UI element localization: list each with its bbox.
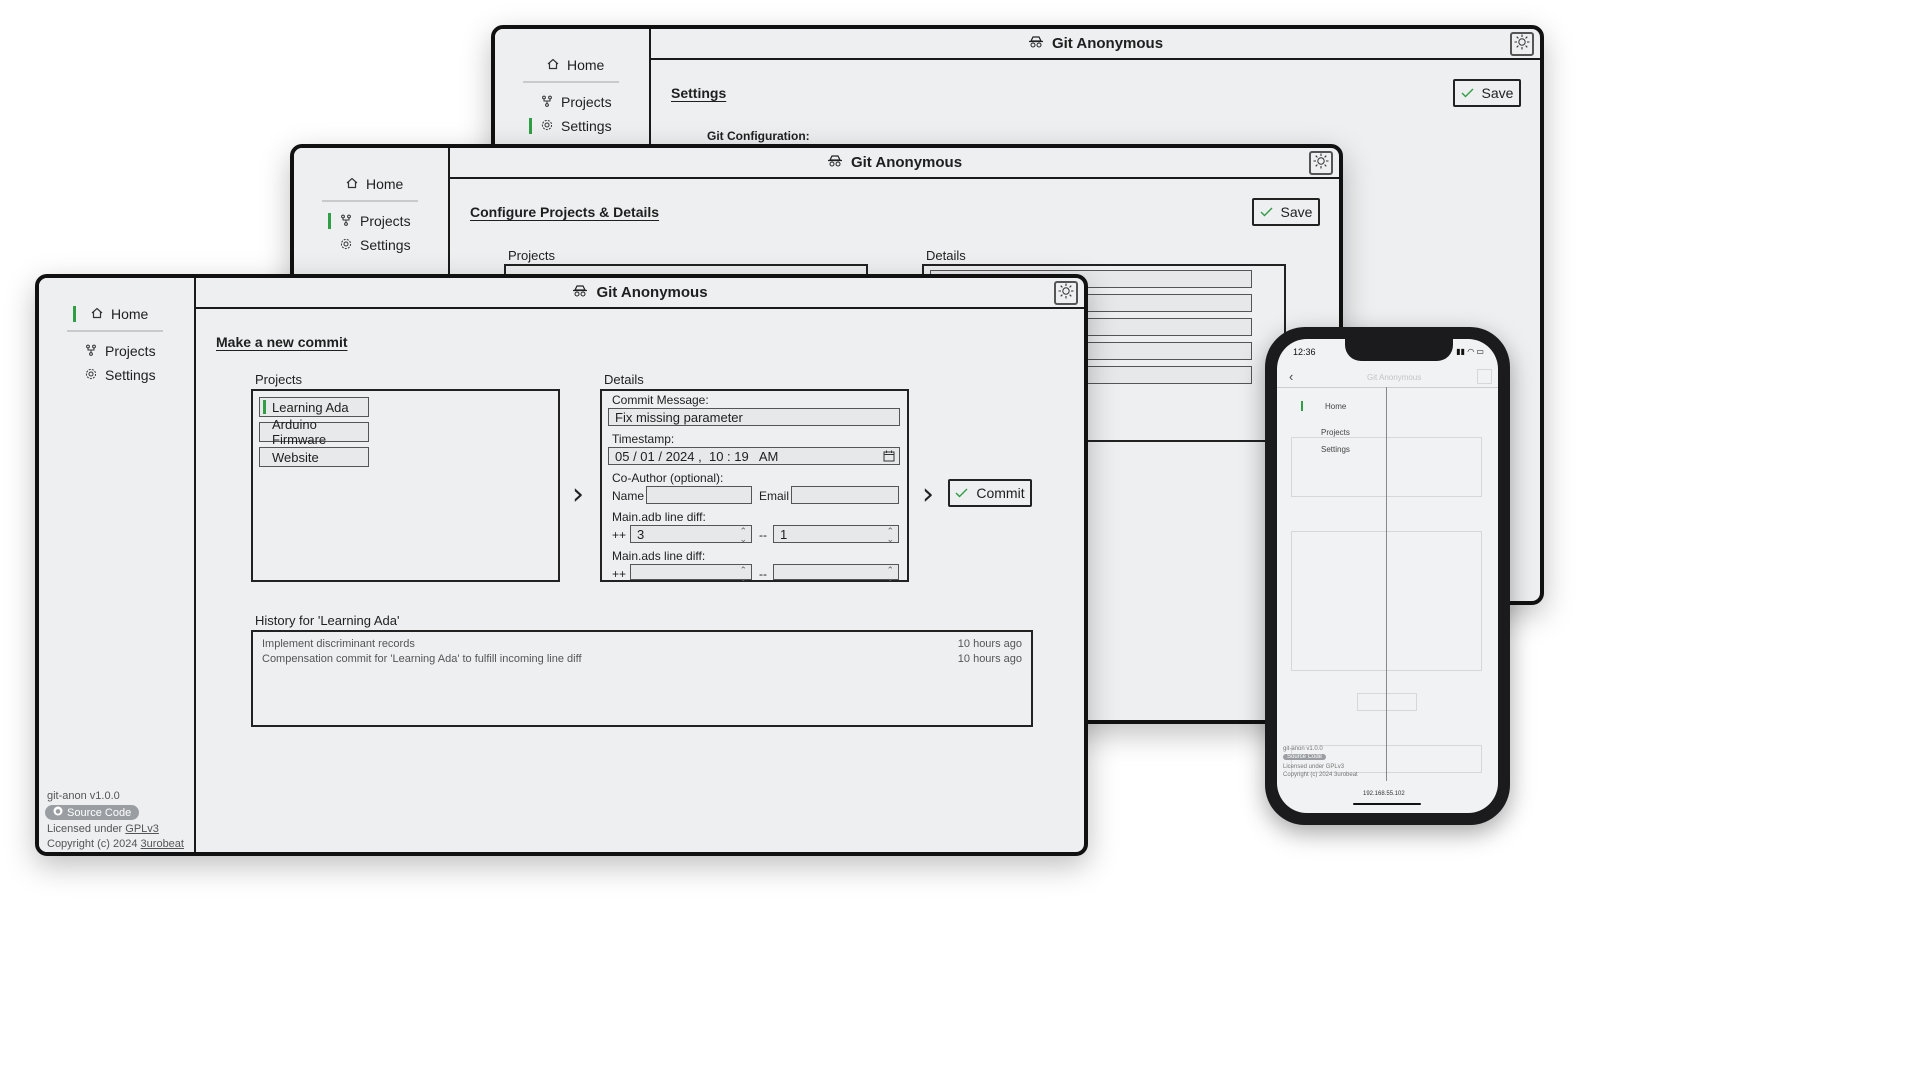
commit-label: Commit [976, 485, 1025, 501]
stepper-icon[interactable]: ⌃ ⌄ [886, 565, 894, 583]
home-window [35, 274, 1088, 856]
coauthor-email-input[interactable] [791, 486, 899, 504]
source-code-label: Source Code [67, 806, 132, 819]
sidebar-item-label: Home [111, 306, 149, 322]
sidebar-item-settings[interactable] [541, 118, 612, 134]
history-time: 10 hours ago [957, 638, 1022, 650]
history-message: Compensation commit for 'Learning Ada' to fulfill incoming line diff [262, 653, 582, 665]
settings-icon [85, 367, 97, 383]
ads-minus-prefix: -- [759, 567, 767, 581]
active-indicator [1301, 401, 1303, 411]
project-label: Arduino Firmware [272, 417, 327, 447]
copyright-line [47, 838, 184, 850]
title-bar [651, 29, 1540, 60]
app-title: Git Anonymous [596, 284, 708, 301]
coauthor-label: Co-Author (optional): [612, 471, 724, 485]
timestamp-value: 05 / 01 / 2024 , 10 : 19 AM [615, 448, 779, 464]
active-indicator [73, 306, 76, 322]
theme-toggle-button[interactable] [1510, 32, 1534, 56]
sidebar-item-label: Projects [105, 343, 156, 359]
chevron-right-icon: › [572, 477, 584, 512]
adb-minus-prefix: -- [759, 528, 767, 542]
save-button[interactable] [1453, 79, 1521, 107]
adb-deletions-value: 1 [780, 526, 788, 542]
sidebar-item-home[interactable] [547, 57, 604, 73]
sidebar-item-projects[interactable] [340, 213, 411, 229]
home-icon [547, 57, 559, 73]
spy-icon [1028, 35, 1044, 52]
phone-split-divider [1386, 387, 1387, 781]
check-icon [1260, 204, 1273, 220]
page-title: Configure Projects & Details [470, 204, 660, 220]
ads-deletions-input[interactable] [773, 564, 899, 583]
project-item[interactable] [259, 417, 369, 447]
ads-additions-input[interactable] [630, 564, 752, 583]
save-button[interactable] [1252, 198, 1320, 226]
phone-footer-version: git-anon v1.0.0 [1283, 746, 1323, 752]
phone-clock: 12:36 [1293, 347, 1316, 357]
timestamp-label: Timestamp: [612, 432, 675, 446]
sidebar-item-label: Home [366, 176, 404, 192]
project-label: Learning Ada [272, 399, 349, 415]
active-indicator [263, 400, 266, 414]
sidebar-item-label: Projects [360, 213, 411, 229]
app-title: Git Anonymous [850, 154, 963, 171]
commit-button[interactable] [948, 479, 1032, 507]
settings-icon [340, 237, 352, 253]
chevron-right-icon: › [922, 477, 934, 512]
sidebar-item-label: Home [567, 57, 605, 73]
phone-footer-copyright: Copyright (c) 2024 3urobeat [1283, 772, 1358, 778]
home-indicator[interactable] [1353, 803, 1421, 805]
projects-heading: Projects [508, 248, 555, 263]
sidebar-item-projects[interactable] [541, 94, 612, 110]
projects-heading: Projects [255, 372, 302, 387]
save-label: Save [1280, 204, 1313, 220]
check-icon [955, 485, 968, 501]
ads-plus-prefix: ++ [612, 567, 627, 581]
license-line [47, 823, 159, 835]
adb-additions-value: 3 [637, 526, 645, 542]
phone-screen [1277, 339, 1498, 813]
active-indicator [328, 213, 331, 229]
home-icon [346, 176, 358, 192]
history-heading: History for 'Learning Ada' [255, 613, 400, 628]
sidebar-item-label: Settings [360, 237, 411, 253]
stepper-icon[interactable]: ⌃ ⌄ [739, 565, 747, 583]
github-icon [53, 806, 63, 819]
sidebar-item-home[interactable] [346, 176, 403, 192]
theme-toggle-icon [1514, 34, 1530, 54]
theme-toggle-button[interactable] [1054, 281, 1078, 305]
details-heading: Details [604, 372, 644, 387]
sidebar-item-settings[interactable] [340, 237, 411, 253]
details-form [600, 389, 909, 582]
adb-plus-prefix: ++ [612, 528, 627, 542]
title-bar [196, 278, 1084, 309]
history-row [262, 653, 1022, 665]
project-list [251, 389, 560, 582]
project-item-active[interactable] [259, 397, 369, 417]
settings-icon [541, 118, 553, 134]
sidebar-item-projects[interactable] [85, 343, 156, 359]
theme-toggle-icon [1313, 153, 1329, 173]
phone-commit-button[interactable] [1357, 693, 1417, 711]
history-list [251, 630, 1033, 727]
phone-url: 192.168.55.102 [1363, 791, 1405, 797]
projects-icon [541, 94, 553, 110]
back-icon[interactable]: ‹ [1289, 369, 1294, 384]
history-time: 10 hours ago [957, 653, 1022, 665]
spy-icon [827, 154, 843, 171]
history-message: Implement discriminant records [262, 638, 415, 650]
phone-mockup [1265, 327, 1510, 825]
phone-titlebar-divider [1277, 387, 1498, 388]
phone-theme-toggle[interactable] [1477, 369, 1492, 384]
section-heading: Git Configuration: [707, 129, 810, 143]
commit-message-label: Commit Message: [612, 393, 709, 407]
sidebar-divider [322, 200, 418, 202]
source-code-link[interactable] [45, 805, 139, 820]
active-indicator [529, 118, 532, 134]
author-link[interactable]: 3urobeat [140, 838, 184, 850]
app-version: git-anon v1.0.0 [47, 790, 120, 802]
home-icon [91, 306, 103, 322]
phone-status-icons: ▮▮ ◠ ▭ [1456, 347, 1484, 356]
sidebar-divider [67, 330, 163, 332]
theme-toggle-button[interactable] [1309, 151, 1333, 175]
stepper-icon[interactable]: ⌃ ⌄ [739, 526, 747, 544]
page-title: Settings [671, 85, 727, 101]
timestamp-input[interactable] [608, 447, 900, 465]
source-code-badge[interactable] [45, 805, 139, 820]
phone-notch [1345, 339, 1453, 361]
sidebar-item-label: Settings [561, 118, 612, 134]
phone-footer-badge[interactable]: Source Code [1283, 754, 1326, 760]
phone-footer-license: Licensed under GPLv3 [1283, 764, 1345, 770]
sidebar-item-label: Settings [105, 367, 156, 383]
sidebar-item-label: Projects [561, 94, 612, 110]
check-icon [1461, 85, 1474, 101]
sidebar-divider [523, 81, 619, 83]
adb-additions-input[interactable] [630, 525, 752, 543]
commit-message-input[interactable]: Fix missing parameter [608, 408, 900, 426]
phone-nav-settings[interactable]: Settings [1321, 445, 1350, 454]
license-prefix: Licensed under [47, 823, 126, 835]
theme-toggle-icon [1058, 283, 1074, 303]
adb-deletions-input[interactable] [773, 525, 899, 543]
phone-nav-projects[interactable]: Projects [1321, 428, 1350, 437]
license-link[interactable]: GPLv3 [125, 823, 159, 835]
email-label: Email [759, 489, 790, 503]
sidebar-item-settings[interactable] [85, 367, 156, 383]
copyright-prefix: Copyright (c) 2024 [47, 838, 141, 850]
history-row [262, 638, 1022, 650]
project-item[interactable] [259, 447, 369, 467]
phone-app-title: Git Anonymous [1367, 373, 1422, 382]
projects-icon [340, 213, 352, 229]
sidebar [39, 278, 196, 852]
ads-diff-label: Main.ads line diff: [612, 549, 706, 563]
coauthor-name-input[interactable] [646, 486, 752, 504]
projects-icon [85, 343, 97, 359]
details-heading: Details [926, 248, 966, 263]
phone-nav-home[interactable]: Home [1325, 402, 1347, 411]
project-label: Website [272, 449, 319, 465]
stepper-icon[interactable]: ⌃ ⌄ [886, 526, 894, 544]
save-label: Save [1481, 85, 1514, 101]
sidebar-item-home[interactable] [91, 306, 148, 322]
calendar-icon[interactable] [883, 450, 895, 465]
page-title: Make a new commit [216, 334, 348, 350]
adb-diff-label: Main.adb line diff: [612, 510, 706, 524]
spy-icon [572, 284, 588, 301]
title-bar [450, 148, 1339, 179]
name-label: Name [612, 489, 645, 503]
app-title: Git Anonymous [1051, 35, 1164, 52]
